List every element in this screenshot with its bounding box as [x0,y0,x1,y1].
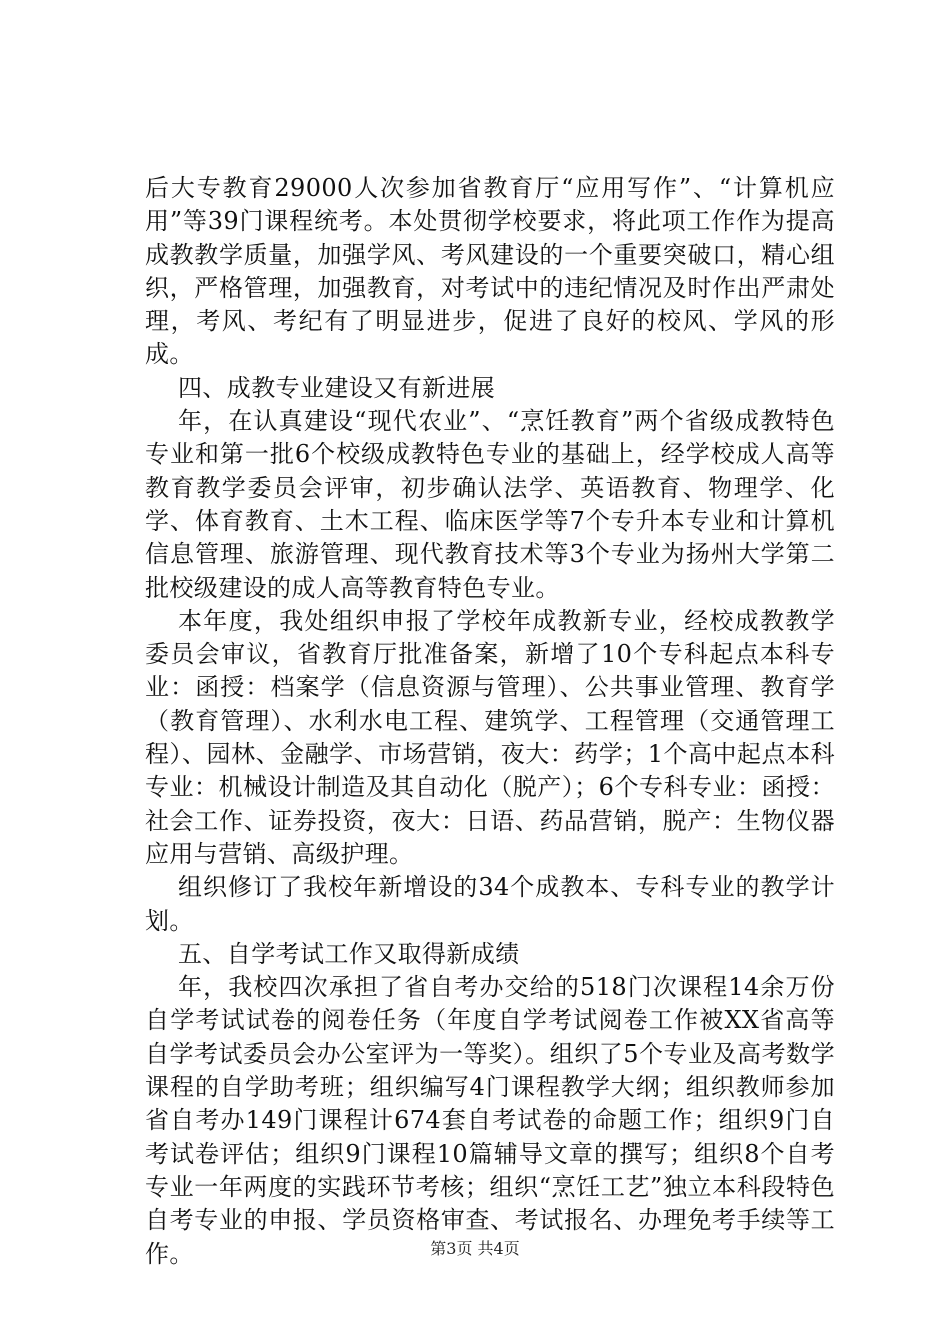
paragraph-self-study-exams: 年，我校四次承担了省自考办交给的518门次课程14余万份自学考试试卷的阅卷任务（年度自学考试阅卷工作被XX省高等自学考试委员会办公室评为一等奖）。组织了5个专业及高考数学课程的自学助考班；组织编写4门课程教学大纲；组织教师参加省自考办149门课程计674套自考试卷的命题工作；组织9门自考试卷评估；组织9门课程10篇辅导文章的撰写；组织8个自考专业一年两度的实践环节考核；组织“烹饪工艺”独立本科段特色自考专业的申报、学员资格审查、考试报名、办理免考手续等工作。 [145,973,835,1268]
paragraph-continuation: 后大专教育29000人次参加省教育厅“应用写作”、“计算机应用”等39门课程统考。本处贯彻学校要求，将此项工作作为提高成教教学质量，加强学风、考风建设的一个重要突破口，精心组织，严格管理，加强教育，对考试中的违纪情况及时作出严肃处理，考风、考纪有了明显进步，促进了良好的校风、学风的形成。 [145,174,835,369]
page-footer: 第3页 共4页 [430,1239,520,1258]
section-heading-4: 四、成教专业建设又有新进展 [178,373,496,402]
section-heading-5: 五、自学考试工作又取得新成绩 [178,939,520,968]
paragraph-specialty-construction: 年，在认真建设“现代农业”、“烹饪教育”两个省级成教特色专业和第一批6个校级成教特色专业的基础上，经学校成人高等教育教学委员会评审，初步确认法学、英语教育、物理学、化学、体育教育、土木工程、临床医学等7个专升本专业和计算机信息管理、旅游管理、现代教育技术等3个专业为扬州大学第二批校级建设的成人高等教育特色专业。 [145,407,835,602]
paragraph-new-majors: 本年度，我处组织申报了学校年成教新专业，经校成教教学委员会审议，省教育厅批准备案，新增了10个专科起点本科专业：函授：档案学（信息资源与管理）、公共事业管理、教育学（教育管理）、水利水电工程、建筑学、工程管理（交通管理工程）、园林、金融学、市场营销，夜大：药学；1个高中起点本科专业：机械设计制造及其自动化（脱产）；6个专科专业：函授：社会工作、证券投资，夜大：日语、药品营销，脱产：生物仪器应用与营销、高级护理。 [145,606,835,868]
document-body [145,172,835,1271]
paragraph-teaching-plan: 组织修订了我校年新增设的34个成教本、专科专业的教学计划。 [145,873,835,935]
